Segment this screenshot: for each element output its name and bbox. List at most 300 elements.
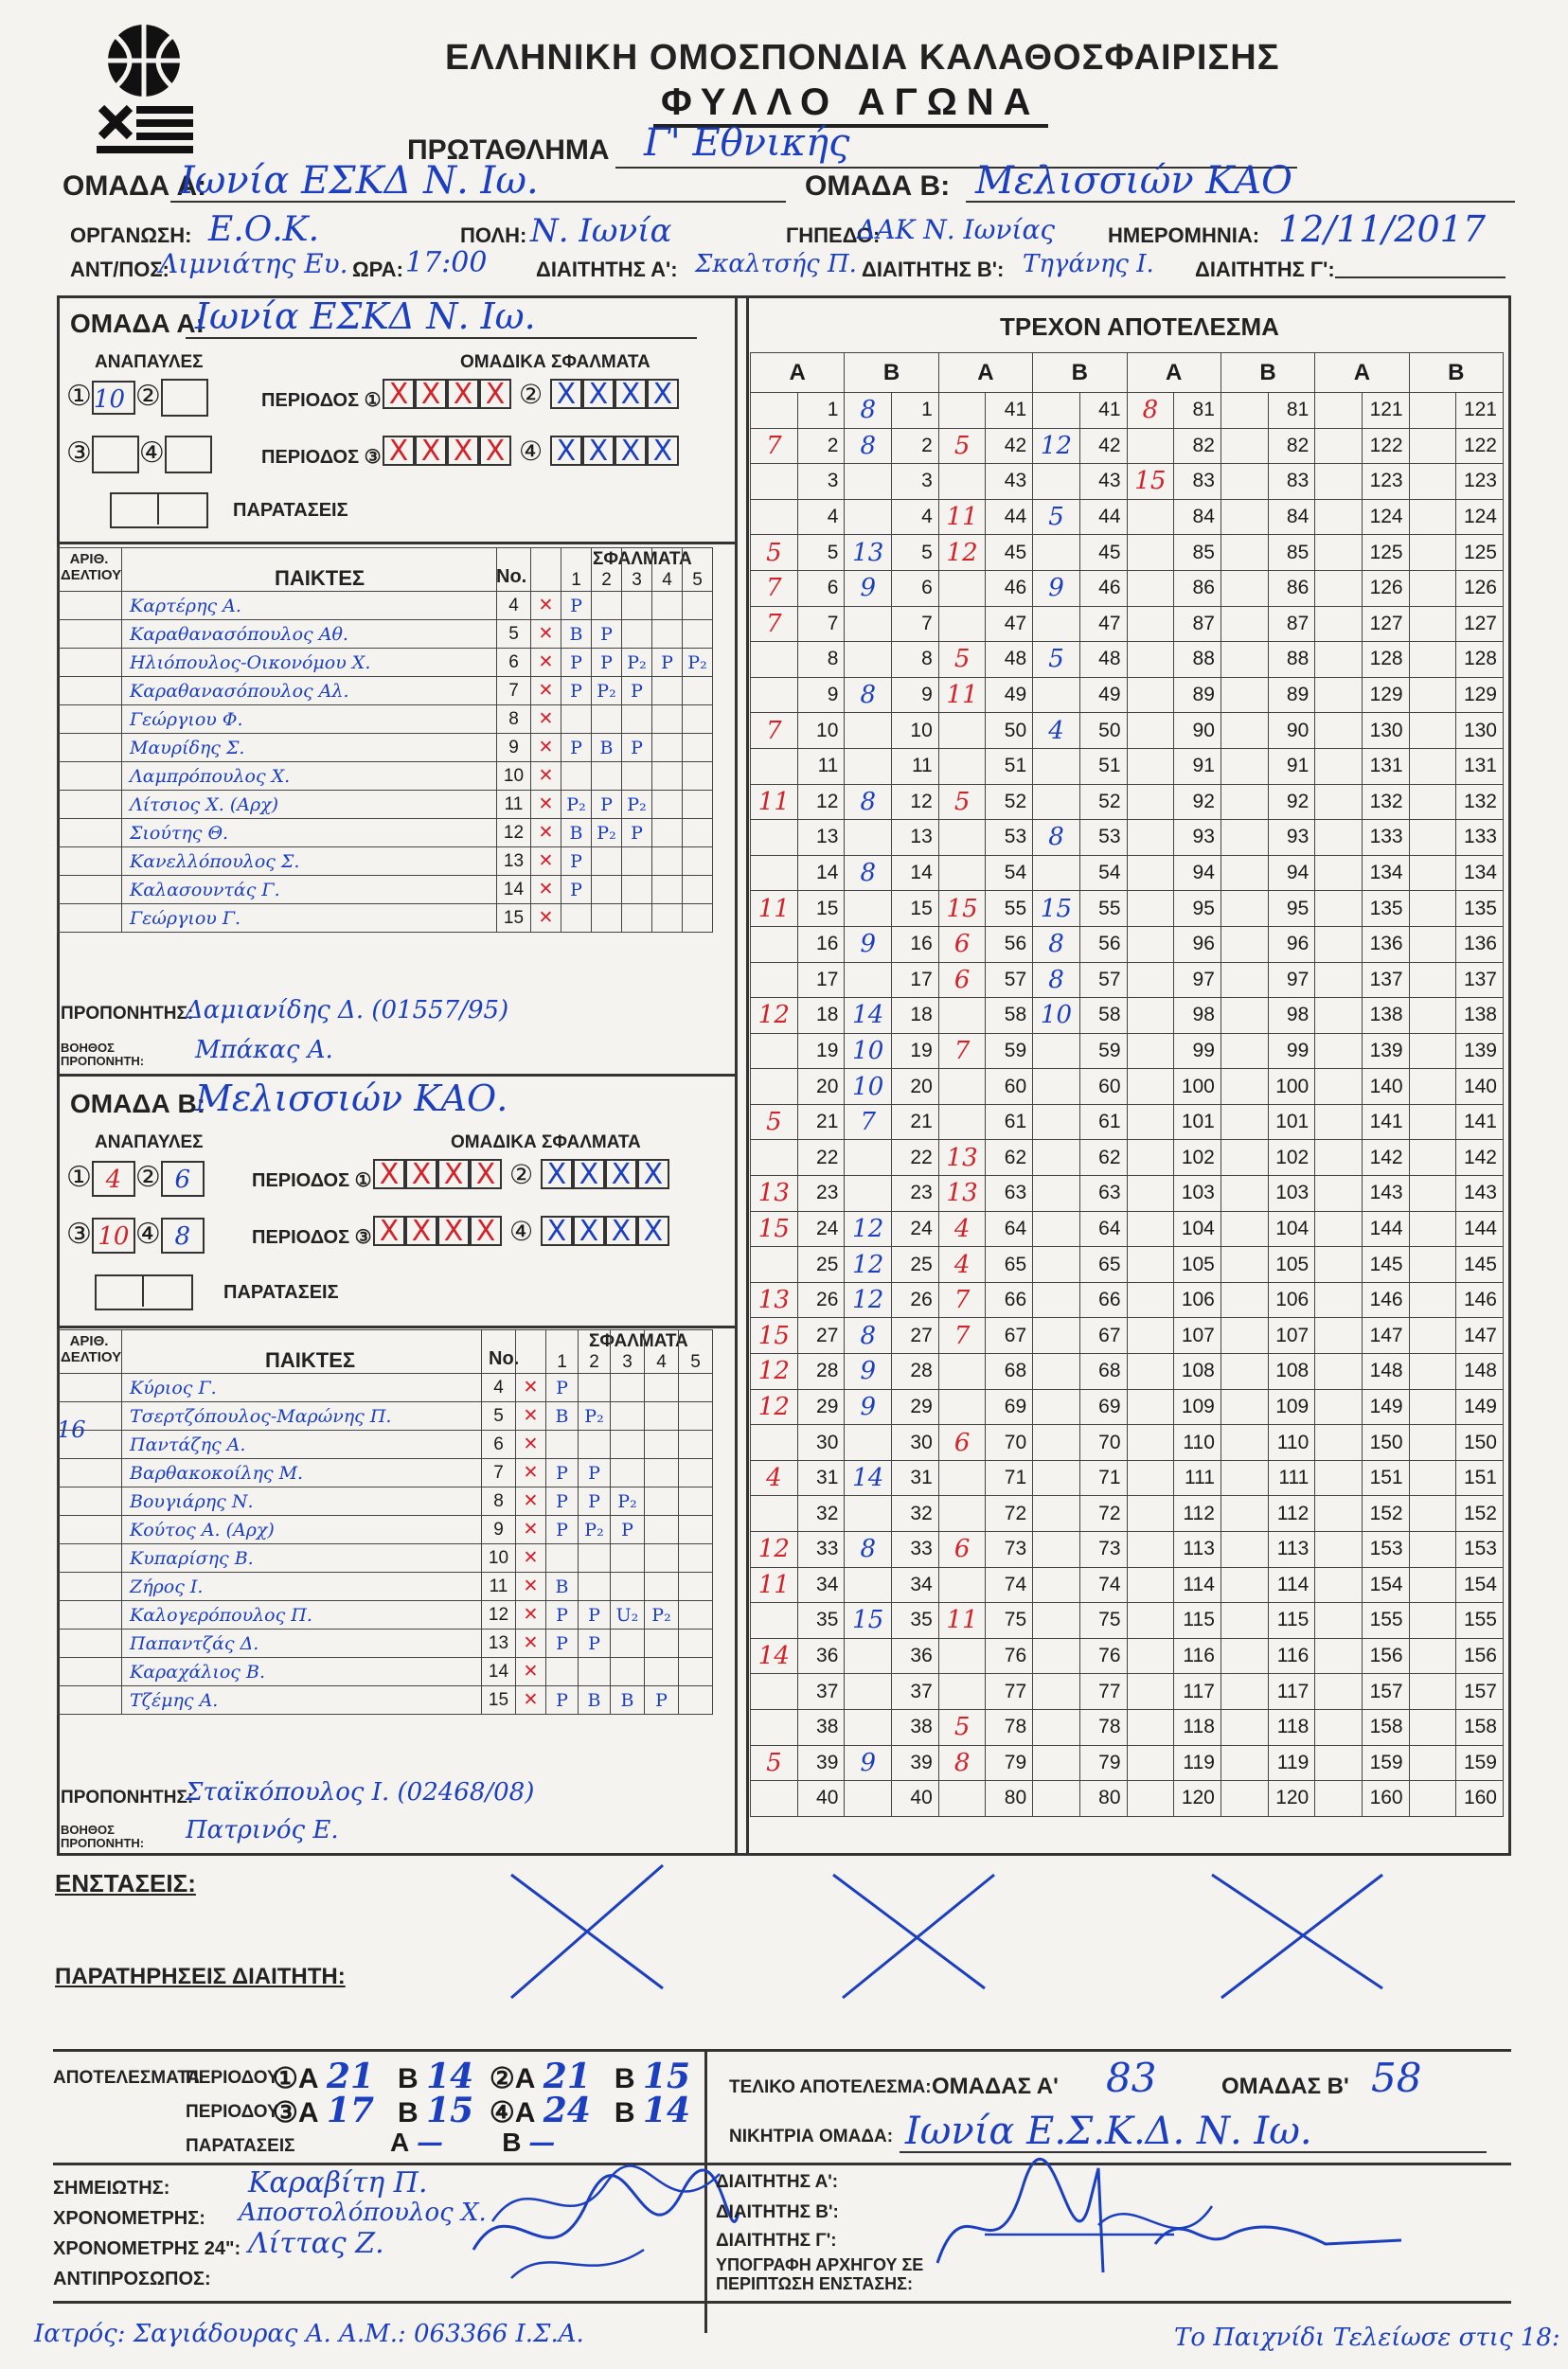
player-foul: [652, 791, 683, 819]
score-mark: [1315, 570, 1363, 606]
score-mark: 5: [751, 1745, 798, 1781]
score-mark: [1127, 1140, 1174, 1176]
score-mark: [1033, 1674, 1080, 1710]
score-number: 145: [1456, 1247, 1504, 1283]
player-foul: P: [546, 1487, 579, 1516]
timer-label: ΧΡΟΝΟΜΕΤΡΗΣ:: [53, 2208, 205, 2229]
player-name: Καλασουντάς Γ.: [122, 876, 497, 904]
score-number: 110: [1268, 1425, 1315, 1461]
score-number: 129: [1362, 677, 1409, 713]
doctor-note: Ιατρός: Σαγιάδουρας Α. Α.Μ.: 063366 Ι.Σ.Α.: [34, 2320, 584, 2348]
score-row: [751, 499, 1504, 535]
score-number: 66: [986, 1282, 1033, 1318]
score-number: 96: [1268, 926, 1315, 962]
team-a-coach-label: ΠΡΟΠΟΝΗΤΗΣ:: [61, 1004, 194, 1024]
score-number: 18: [892, 998, 939, 1034]
score-mark: 7: [751, 570, 798, 606]
player-row: [58, 1686, 713, 1715]
score-mark: [1221, 535, 1268, 571]
score-number: 106: [1268, 1282, 1315, 1318]
score-number: 143: [1456, 1176, 1504, 1212]
score-mark: [751, 1496, 798, 1532]
player-foul: P: [592, 649, 622, 677]
foul-col-header: 2: [592, 548, 622, 592]
player-foul: [546, 1544, 579, 1573]
score-number: 33: [797, 1532, 845, 1568]
score-mark: [1315, 1282, 1363, 1318]
score-number: 59: [1079, 1033, 1127, 1069]
foul-col-header: 1: [561, 548, 592, 592]
final-a-value: 83: [1106, 2055, 1157, 2101]
player-foul: [611, 1374, 645, 1402]
score-mark: [1221, 820, 1268, 856]
player-foul: P₂: [579, 1402, 611, 1431]
score-number: 78: [1079, 1709, 1127, 1745]
player-foul: [645, 1544, 679, 1573]
score-number: 142: [1456, 1140, 1504, 1176]
player-foul: [683, 819, 713, 847]
score-mark: 7: [751, 606, 798, 642]
header-team-a-label: ΟΜΑΔΑ Α:: [62, 170, 207, 202]
player-foul: P: [622, 734, 652, 762]
score-mark: [1127, 1496, 1174, 1532]
score-mark: [938, 1069, 986, 1105]
score-number: 71: [1079, 1460, 1127, 1496]
score-mark: [1033, 748, 1080, 784]
score-number: 47: [986, 606, 1033, 642]
score-number: 126: [1456, 570, 1504, 606]
score-number: 123: [1456, 464, 1504, 500]
score-number: 84: [1268, 499, 1315, 535]
score-number: 22: [892, 1140, 939, 1176]
player-entry-mark: ✕: [516, 1544, 546, 1573]
player-entry-mark: ✕: [516, 1431, 546, 1459]
score-number: 157: [1362, 1674, 1409, 1710]
score-mark: [845, 820, 892, 856]
player-foul: [679, 1544, 713, 1573]
score-number: 114: [1174, 1567, 1221, 1603]
q2-a: 21: [543, 2057, 591, 2096]
score-mark: [1033, 855, 1080, 891]
q2-b: 15: [642, 2057, 691, 2096]
player-name: Ηλιόπουλος-Οικονόμου Χ.: [122, 649, 497, 677]
player-name: Κυπαρίσης Β.: [122, 1544, 482, 1573]
player-foul: [679, 1658, 713, 1686]
player-foul: P: [592, 791, 622, 819]
score-mark: [1127, 535, 1174, 571]
player-row: [58, 1459, 713, 1487]
score-number: 30: [797, 1425, 845, 1461]
score-mark: 5: [938, 784, 986, 820]
score-number: 121: [1362, 393, 1409, 429]
player-card-no: [58, 847, 122, 876]
player-entry-mark: ✕: [531, 705, 561, 734]
score-mark: [1221, 1638, 1268, 1674]
score-mark: 8: [845, 677, 892, 713]
score-mark: [1033, 1460, 1080, 1496]
team-b-players-label: ΠΑΙΚΤΕΣ: [265, 1348, 356, 1372]
player-foul: [652, 762, 683, 791]
score-number: 130: [1362, 713, 1409, 749]
score-mark: [938, 1104, 986, 1140]
score-mark: [1033, 1425, 1080, 1461]
score-row: [751, 1460, 1504, 1496]
player-foul: [592, 762, 622, 791]
player-foul: P: [546, 1601, 579, 1630]
score-mark: [1127, 428, 1174, 464]
score-number: 69: [1079, 1389, 1127, 1425]
ref-remarks-label: ΠΑΡΑΤΗΡΗΣΕΙΣ ΔΙΑΙΤΗΤΗ:: [55, 1964, 346, 1989]
score-number: 125: [1456, 535, 1504, 571]
score-number: 91: [1174, 748, 1221, 784]
score-number: 67: [986, 1318, 1033, 1354]
score-mark: [1315, 1069, 1363, 1105]
score-number: 128: [1456, 642, 1504, 678]
player-row: [58, 677, 713, 705]
score-mark: [751, 1709, 798, 1745]
score-mark: 14: [845, 998, 892, 1034]
score-number: 52: [1079, 784, 1127, 820]
score-number: 21: [797, 1104, 845, 1140]
player-name: Κύριος Γ.: [122, 1374, 482, 1402]
score-mark: [1409, 1318, 1456, 1354]
player-foul: B: [611, 1686, 645, 1715]
score-mark: 5: [938, 1709, 986, 1745]
foul-col-header: 4: [652, 548, 683, 592]
score-mark: 12: [1033, 428, 1080, 464]
player-card-no: [58, 1374, 122, 1402]
score-number: 100: [1174, 1069, 1221, 1105]
team-a-timeout-q1: 10: [93, 385, 125, 414]
score-number: 73: [1079, 1532, 1127, 1568]
player-number: 7: [482, 1459, 516, 1487]
player-name: Βαρθακοκοίλης Μ.: [122, 1459, 482, 1487]
player-foul: [546, 1431, 579, 1459]
player-foul: [683, 762, 713, 791]
score-number: 41: [986, 393, 1033, 429]
score-mark: 8: [845, 784, 892, 820]
score-row: [751, 606, 1504, 642]
score-mark: [1409, 642, 1456, 678]
score-mark: [751, 855, 798, 891]
player-entry-mark: ✕: [531, 819, 561, 847]
player-row: [58, 1658, 713, 1686]
player-foul: P₂: [561, 791, 592, 819]
player-card-no: [58, 819, 122, 847]
score-mark: [1221, 1069, 1268, 1105]
team-a-asst-label: ΒΟΗΘΟΣ ΠΡΟΠΟΝΗΤΗ:: [61, 1041, 145, 1068]
score-mark: [1033, 1603, 1080, 1639]
score-number: 144: [1456, 1211, 1504, 1247]
score-mark: [1221, 1532, 1268, 1568]
score-number: 154: [1362, 1567, 1409, 1603]
score-mark: [1127, 1567, 1174, 1603]
player-entry-mark: ✕: [531, 734, 561, 762]
player-number: 11: [497, 791, 531, 819]
score-number: 56: [1079, 926, 1127, 962]
score-number: 68: [986, 1354, 1033, 1390]
player-name: Τζέμης Α.: [122, 1686, 482, 1715]
score-number: 130: [1456, 713, 1504, 749]
score-mark: [1315, 1425, 1363, 1461]
score-number: 78: [986, 1709, 1033, 1745]
score-mark: 7: [751, 713, 798, 749]
score-row: [751, 784, 1504, 820]
score-mark: 7: [938, 1318, 986, 1354]
header-team-a-value: Ιωνία ΕΣΚΔ Ν. Ιω.: [180, 159, 539, 203]
score-number: 86: [1268, 570, 1315, 606]
player-foul: P₂: [645, 1601, 679, 1630]
player-foul: [683, 677, 713, 705]
score-number: 105: [1268, 1247, 1315, 1283]
score-mark: [938, 393, 986, 429]
score-mark: [1221, 1176, 1268, 1212]
score-mark: 11: [938, 1603, 986, 1639]
score-mark: [1315, 1709, 1363, 1745]
score-mark: [1409, 1709, 1456, 1745]
score-number: 23: [797, 1176, 845, 1212]
captain-label: ΥΠΟΓΡΑΦΗ ΑΡΧΗΓΟΥ ΣΕ ΠΕΡΙΠΤΩΣΗ ΕΝΣΤΑΣΗΣ:: [716, 2255, 924, 2293]
score-number: 100: [1268, 1069, 1315, 1105]
results-overtime-label: ΠΑΡΑΤΑΣΕΙΣ: [186, 2136, 295, 2156]
score-mark: [938, 464, 986, 500]
player-number: 8: [482, 1487, 516, 1516]
score-mark: [1033, 1247, 1080, 1283]
team-a-timeouts-row2: ③ ④: [66, 436, 212, 473]
score-row: [751, 677, 1504, 713]
score-number: 127: [1456, 606, 1504, 642]
player-card-no: [58, 705, 122, 734]
score-mark: 9: [845, 1745, 892, 1781]
score-number: 75: [1079, 1603, 1127, 1639]
score-mark: [1221, 855, 1268, 891]
score-number: 76: [1079, 1638, 1127, 1674]
score-number: 23: [892, 1176, 939, 1212]
score-mark: [1127, 642, 1174, 678]
score-number: 128: [1362, 642, 1409, 678]
player-entry-mark: ✕: [516, 1658, 546, 1686]
organizer-value: Ε.Ο.Κ.: [208, 210, 320, 249]
foul-col-header: 3: [622, 548, 652, 592]
score-number: 133: [1362, 820, 1409, 856]
player-foul: [645, 1431, 679, 1459]
score-mark: [1221, 642, 1268, 678]
score-number: 39: [892, 1745, 939, 1781]
score-number: 11: [797, 748, 845, 784]
score-row: [751, 1638, 1504, 1674]
player-foul: [611, 1402, 645, 1431]
score-number: 124: [1362, 499, 1409, 535]
score-number: 13: [892, 820, 939, 856]
player-number: 7: [497, 677, 531, 705]
player-foul: [652, 904, 683, 933]
player-row: [58, 1601, 713, 1630]
score-mark: 15: [751, 1318, 798, 1354]
score-mark: [1409, 1567, 1456, 1603]
player-foul: [611, 1658, 645, 1686]
score-mark: [1409, 1389, 1456, 1425]
score-number: 70: [986, 1425, 1033, 1461]
score-number: 8: [797, 642, 845, 678]
score-row: [751, 1069, 1504, 1105]
score-number: 42: [986, 428, 1033, 464]
score-mark: 5: [1033, 499, 1080, 535]
score-number: 80: [1079, 1781, 1127, 1817]
score-mark: 12: [845, 1247, 892, 1283]
score-mark: [1127, 1603, 1174, 1639]
final-a-label: ΟΜΑΔΑΣ Α': [932, 2074, 1059, 2099]
score-number: 103: [1268, 1176, 1315, 1212]
score-col-header: Β: [1221, 353, 1314, 393]
score-mark: [1127, 855, 1174, 891]
score-mark: [1221, 748, 1268, 784]
player-foul: [579, 1544, 611, 1573]
score-number: 97: [1174, 962, 1221, 998]
score-mark: [1409, 1425, 1456, 1461]
score-number: 104: [1174, 1211, 1221, 1247]
score-mark: [1315, 606, 1363, 642]
score-mark: [1033, 606, 1080, 642]
score-mark: [1315, 1496, 1363, 1532]
team-a-fouls-p3: X X X X: [383, 436, 511, 466]
score-mark: 4: [938, 1211, 986, 1247]
score-number: 146: [1362, 1282, 1409, 1318]
score-number: 15: [797, 891, 845, 927]
score-mark: [1315, 1674, 1363, 1710]
player-foul: P: [652, 649, 683, 677]
player-foul: [561, 705, 592, 734]
score-number: 82: [1174, 428, 1221, 464]
score-mark: [751, 1425, 798, 1461]
player-foul: P: [561, 649, 592, 677]
player-number: 9: [497, 734, 531, 762]
player-number: 10: [497, 762, 531, 791]
score-row: [751, 1781, 1504, 1817]
score-number: 53: [1079, 820, 1127, 856]
score-mark: [1127, 713, 1174, 749]
score-number: 4: [892, 499, 939, 535]
score-number: 87: [1268, 606, 1315, 642]
score-number: 15: [892, 891, 939, 927]
score-number: 95: [1174, 891, 1221, 927]
score-number: 124: [1456, 499, 1504, 535]
score-mark: 13: [938, 1140, 986, 1176]
player-foul: [645, 1487, 679, 1516]
score-number: 158: [1456, 1709, 1504, 1745]
score-mark: [938, 1389, 986, 1425]
score-number: 14: [892, 855, 939, 891]
score-mark: [1127, 891, 1174, 927]
score-mark: [751, 1247, 798, 1283]
scorer-value: Καραβίτη Π.: [248, 2166, 428, 2200]
score-mark: 5: [938, 642, 986, 678]
score-mark: 8: [845, 428, 892, 464]
player-entry-mark: ✕: [516, 1630, 546, 1658]
team-b-timeout-q2: 6: [174, 1166, 191, 1195]
score-row: [751, 748, 1504, 784]
player-foul: P: [546, 1516, 579, 1544]
player-card-no: [58, 1431, 122, 1459]
player-name: Κούτος Α. (Αρχ): [122, 1516, 482, 1544]
score-number: 77: [1079, 1674, 1127, 1710]
score-number: 137: [1362, 962, 1409, 998]
score-mark: [1221, 998, 1268, 1034]
team-a-card-no-label: ΑΡΙΘ. ΔΕΛΤΙΟΥ: [61, 551, 122, 583]
score-mark: [1033, 1354, 1080, 1390]
score-number: 88: [1174, 642, 1221, 678]
score-mark: [1409, 1781, 1456, 1817]
score-mark: [1127, 606, 1174, 642]
player-number: 11: [482, 1573, 516, 1601]
score-number: 119: [1174, 1745, 1221, 1781]
score-number: 27: [892, 1318, 939, 1354]
score-number: 104: [1268, 1211, 1315, 1247]
score-mark: [1409, 820, 1456, 856]
score-mark: [1221, 1389, 1268, 1425]
player-foul: P: [645, 1686, 679, 1715]
score-mark: [1221, 393, 1268, 429]
score-mark: [938, 713, 986, 749]
score-mark: [938, 748, 986, 784]
player-card-no: [58, 1516, 122, 1544]
score-number: 39: [797, 1745, 845, 1781]
player-foul: [683, 592, 713, 620]
score-number: 36: [797, 1638, 845, 1674]
score-number: 126: [1362, 570, 1409, 606]
score-mark: [1409, 1104, 1456, 1140]
player-row: [58, 734, 713, 762]
score-mark: 13: [938, 1176, 986, 1212]
score-mark: [845, 1674, 892, 1710]
score-number: 147: [1456, 1318, 1504, 1354]
player-foul: P: [622, 677, 652, 705]
score-mark: [1127, 1354, 1174, 1390]
player-foul: B: [592, 734, 622, 762]
score-mark: [1409, 535, 1456, 571]
score-mark: 9: [845, 926, 892, 962]
score-row: [751, 962, 1504, 998]
player-foul: [679, 1516, 713, 1544]
score-mark: [1315, 891, 1363, 927]
score-number: 38: [892, 1709, 939, 1745]
score-number: 142: [1362, 1140, 1409, 1176]
score-number: 153: [1362, 1532, 1409, 1568]
score-number: 92: [1174, 784, 1221, 820]
score-number: 134: [1456, 855, 1504, 891]
team-b-fouls-p3: X X X X: [373, 1216, 502, 1246]
score-mark: [845, 1425, 892, 1461]
score-number: 76: [986, 1638, 1033, 1674]
score-mark: [1127, 499, 1174, 535]
rep-label: ΑΝΤΙΠΡΟΣΩΠΟΣ:: [53, 2269, 211, 2289]
player-foul: P₂: [592, 819, 622, 847]
player-row: [58, 1374, 713, 1402]
final-score-label: ΤΕΛΙΚΟ ΑΠΟΤΕΛΕΣΜΑ:: [729, 2077, 932, 2097]
score-number: 137: [1456, 962, 1504, 998]
player-number: 4: [482, 1374, 516, 1402]
score-number: 117: [1174, 1674, 1221, 1710]
city-label: ΠΟΛΗ:: [460, 223, 527, 247]
score-mark: [1221, 1460, 1268, 1496]
player-foul: [652, 819, 683, 847]
score-mark: [1315, 1211, 1363, 1247]
team-b-fouls-p2: ② X X X X: [509, 1159, 669, 1190]
score-number: 88: [1268, 642, 1315, 678]
shot-clock-value: Λίττας Ζ.: [248, 2227, 384, 2260]
player-foul: [679, 1402, 713, 1431]
team-b-no-label: No.: [489, 1348, 520, 1369]
header-team-b-value: Μελισσιών ΚΑΟ: [975, 159, 1292, 203]
